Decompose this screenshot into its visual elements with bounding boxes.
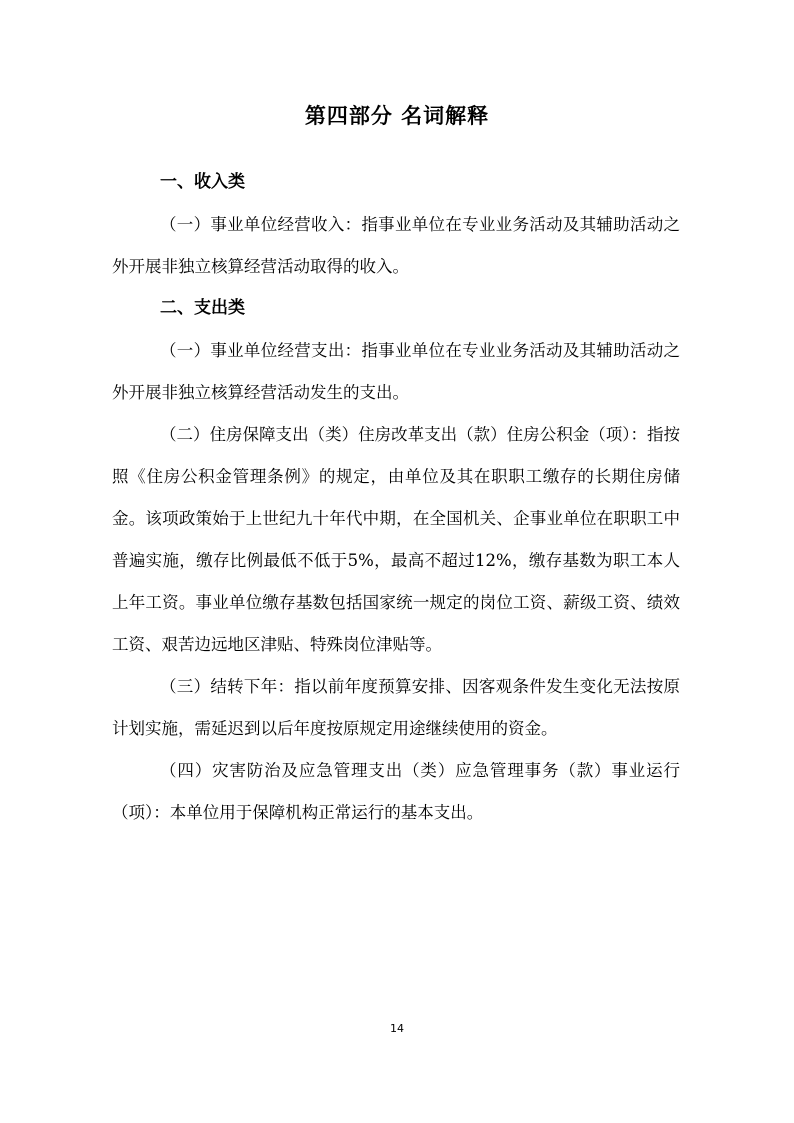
page-title: 第四部分 名词解释 bbox=[304, 103, 490, 128]
paragraph-operating-income: （一）事业单位经营收入：指事业单位在专业业务活动及其辅助活动之外开展非独立核算经营活动取得的收入。 bbox=[112, 215, 680, 276]
paragraph-emergency-management: （四）灾害防治及应急管理支出（类）应急管理事务（款）事业运行（项）：本单位用于保障机构正常运行的基本支出。 bbox=[112, 761, 680, 822]
section-heading-income: 一、收入类 bbox=[160, 172, 245, 192]
paragraph-housing-provident-fund: （二）住房保障支出（类）住房改革支出（款）住房公积金（项）：指按照《住房公积金管理条例》的规定，由单位及其在职职工缴存的长期住房储金。该项政策始于上世纪九十年代中期，在全国机关、企事业单位在职职工中普遍实施，缴存比例最低不低于5%，最高不超过12%，缴存基数为职工本人上年工资。事业单位缴存基数包括国家统一规定的岗位工资、薪级工资、绩效工资、艰苦边远地区津贴、特殊岗位津贴等。 bbox=[112, 425, 680, 654]
page-number: 14 bbox=[390, 1022, 404, 1035]
paragraph-carry-forward: （三）结转下年：指以前年度预算安排、因客观条件发生变化无法按原计划实施，需延迟到以后年度按原规定用途继续使用的资金。 bbox=[112, 677, 680, 738]
document-body bbox=[112, 162, 680, 834]
paragraph-operating-expenditure: （一）事业单位经营支出：指事业单位在专业业务活动及其辅助活动之外开展非独立核算经营活动发生的支出。 bbox=[112, 341, 680, 402]
section-heading-expenditure: 二、支出类 bbox=[160, 298, 245, 318]
